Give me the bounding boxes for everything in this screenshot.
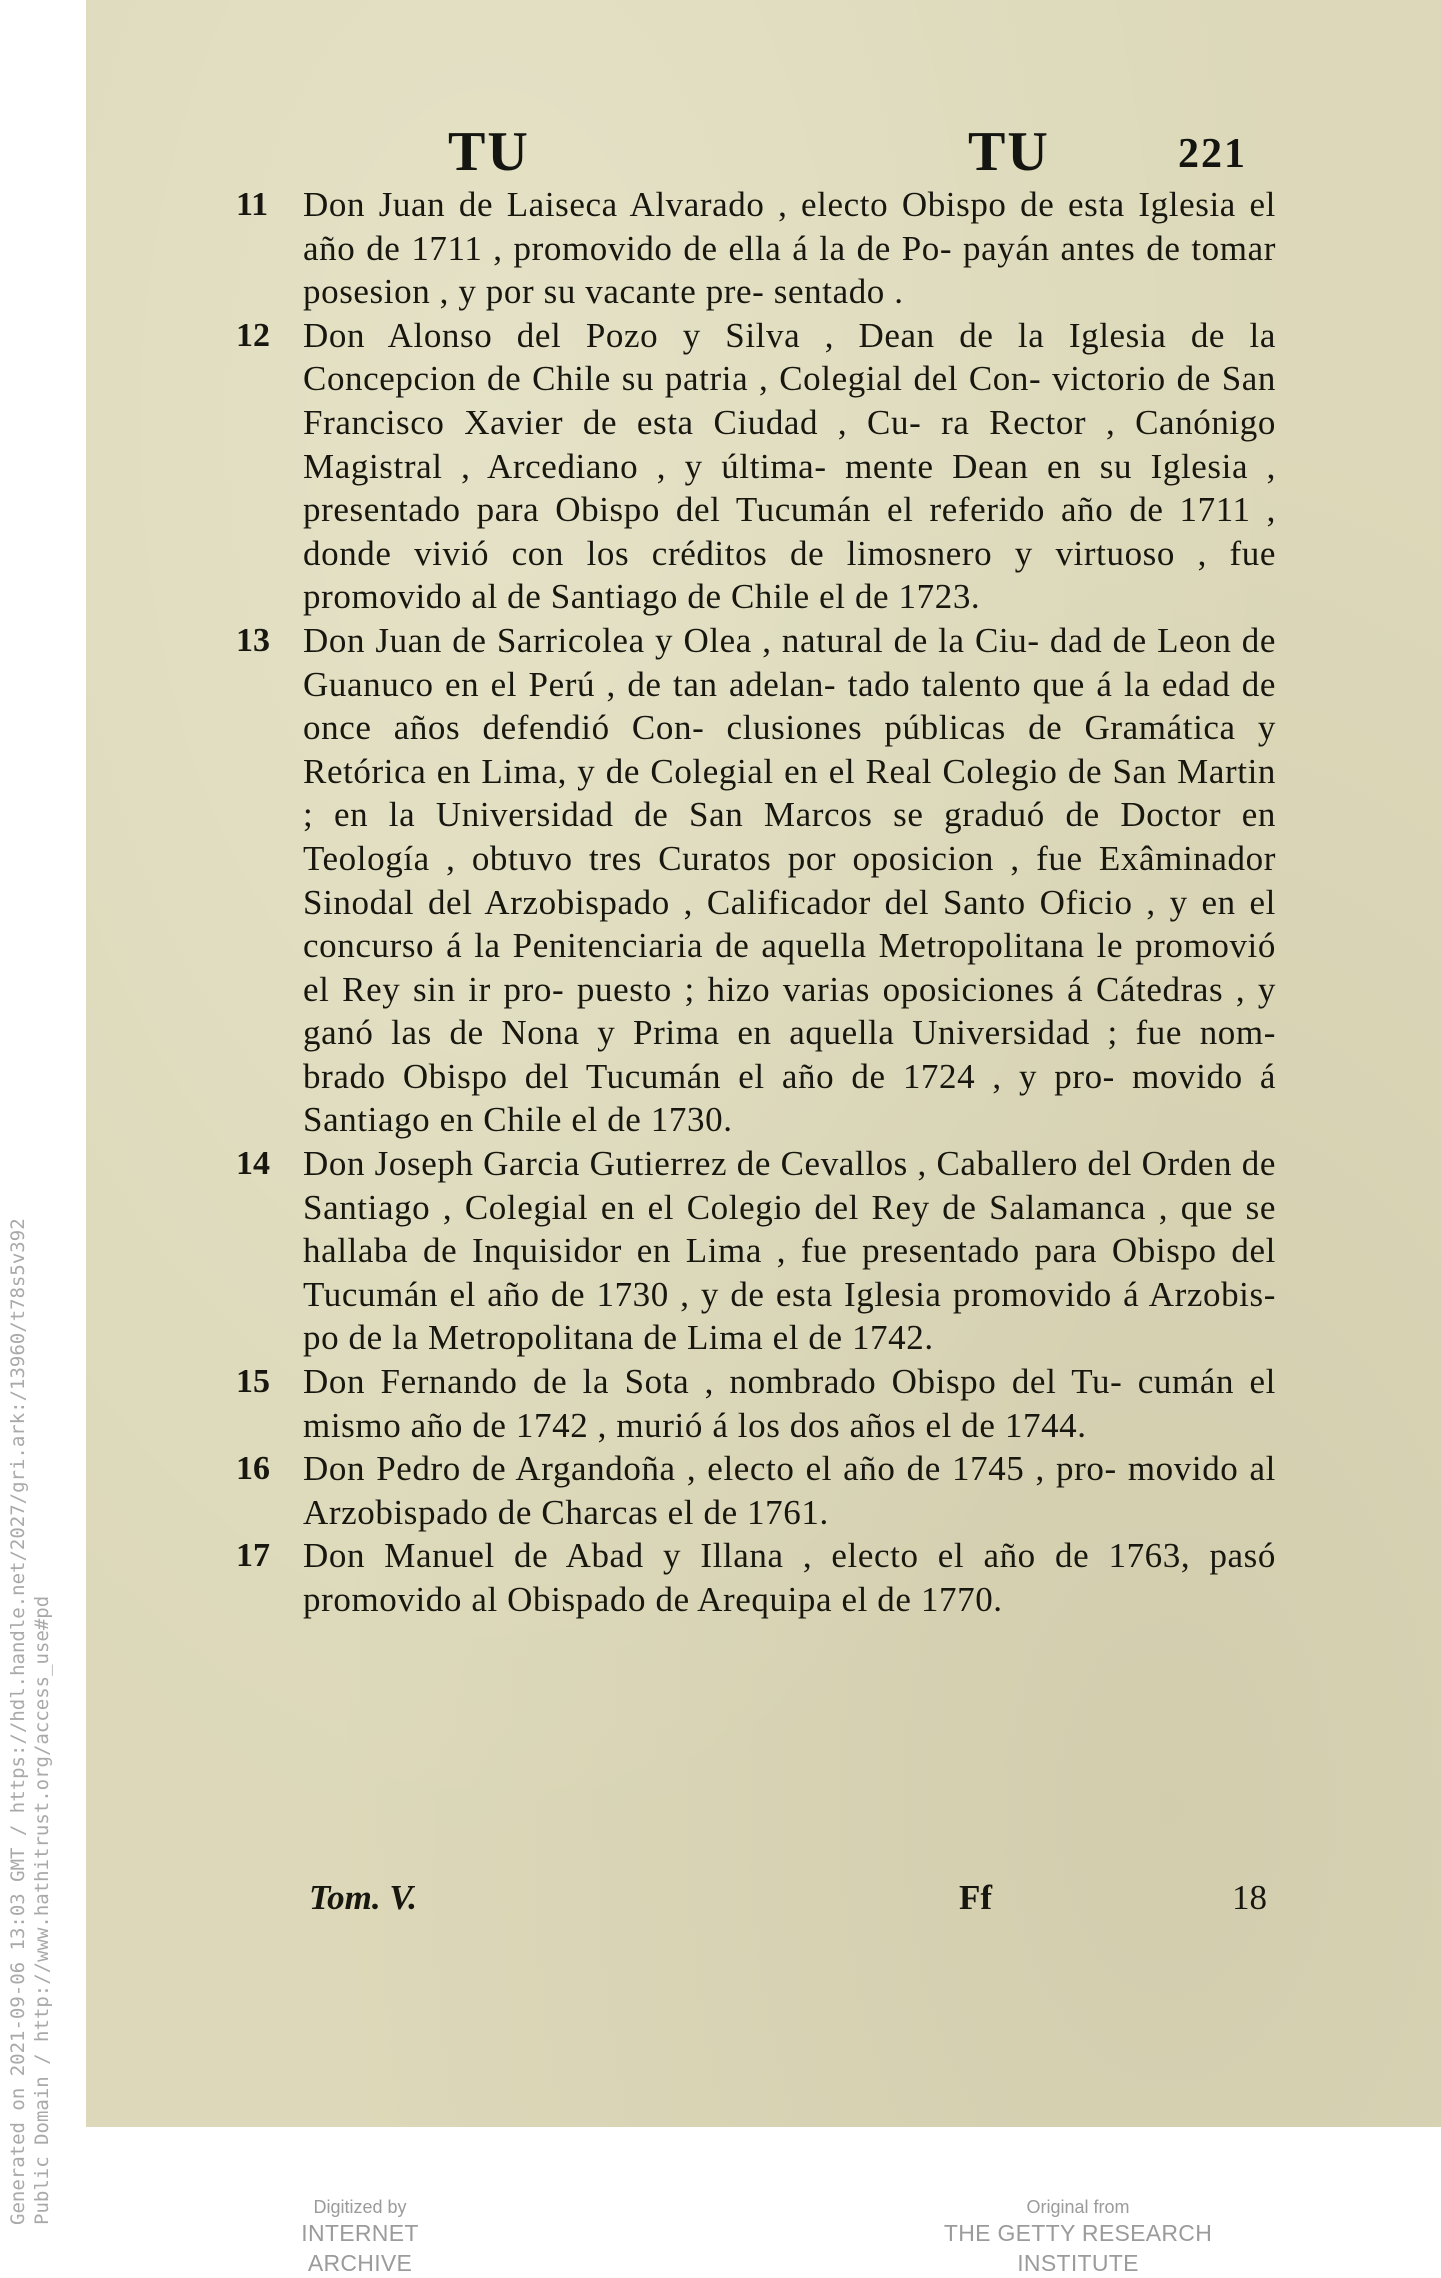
- header-left-title: TU: [448, 121, 530, 183]
- list-item: [236, 314, 1276, 619]
- entry-text: Don Fernando de la Sota , nombrado Obispo del Tu- cumán el mismo año de 1742 , murió á los dos años el de 1744.: [303, 1362, 1276, 1445]
- list-item: [236, 619, 1276, 1142]
- page-number: 221: [1178, 131, 1247, 177]
- list-item: [236, 1534, 1276, 1621]
- entry-number: 16: [236, 1450, 270, 1488]
- list-item: [236, 183, 1276, 314]
- digitized-by-credit: [250, 2196, 470, 2278]
- list-item: [236, 1360, 1276, 1447]
- entry-list: [236, 183, 1276, 1622]
- list-item: [236, 1447, 1276, 1534]
- volume-mark: Tom. V.: [309, 1878, 417, 1917]
- digitized-by-label: Digitized by: [313, 2197, 407, 2217]
- entry-text: Don Juan de Sarricolea y Olea , natural de la Ciu- dad de Leon de Guanuco en el Perú , de tan adelan- tado talento que á la edad de once años defendió Con- clusiones públicas de Gramática y Retórica en Lima, y de Colegial en el Real Colegio de San Martin ; en la Universidad de San Marcos se graduó de Doctor en Teología , obtuvo tres Curatos por oposicion , fue Exâminador Sinodal del Arzobispado , Calificador del Santo Oficio , y en el concurso á la Penitenciaria de aquella Metropolitana le promovió el Rey sin ir pro- puesto ; hizo varias oposiciones á Cátedras , y ganó las de Nona y Prima en aquella Universidad ; fue nom- brado Obispo del Tucumán el año de 1724 , y pro- movido á Santiago en Chile el de 1730.: [303, 620, 1276, 1140]
- entry-number: 15: [236, 1363, 270, 1401]
- entry-number: 11: [236, 186, 269, 223]
- generation-stamp-line2: Public Domain / http://www.hathitrust.org/access_use#pd: [31, 1595, 53, 2225]
- generation-stamp: [4, 1025, 64, 2225]
- source-institution: THE GETTY RESEARCH INSTITUTE: [943, 2220, 1213, 2276]
- entry-number: 12: [236, 316, 270, 354]
- header-right-title: TU: [968, 121, 1050, 183]
- entry-text: Don Manuel de Abad y Illana , electo el año de 1763, pasó promovido al Obispado de Arequipa el de 1770.: [303, 1536, 1276, 1619]
- running-header: [0, 120, 1441, 183]
- sheet-number: 18: [1232, 1878, 1267, 1917]
- footer: [0, 2196, 1441, 2276]
- entry-number: 14: [236, 1145, 270, 1183]
- original-from-label: Original from: [1026, 2197, 1130, 2217]
- entry-number: 13: [236, 621, 270, 659]
- entry-text: Don Juan de Laiseca Alvarado , electo Obispo de esta Iglesia el año de 1711 , promovido de ella á la de Po- payán antes de tomar posesion , y por su vacante pre- sentado .: [303, 185, 1276, 312]
- list-item: [236, 1142, 1276, 1360]
- digitizer-name: INTERNET ARCHIVE: [301, 2220, 419, 2276]
- entry-text: Don Joseph Garcia Gutierrez de Cevallos , Caballero del Orden de Santiago , Colegial en el Colegio del Rey de Salamanca , que se hallaba de Inquisidor en Lima , fue presentado para Obispo del Tucumán el año de 1730 , y de esta Iglesia promovido á Arzobis- po de la Metropolitana de Lima el de 1742.: [303, 1144, 1276, 1358]
- gathering-signature: Ff: [959, 1878, 993, 1917]
- signature-line: [303, 1878, 1273, 1924]
- entry-text: Don Alonso del Pozo y Silva , Dean de la Iglesia de la Concepcion de Chile su patria , Colegial del Con- victorio de San Francisco Xavier de esta Ciudad , Cu- ra Rector , Canónigo Magistral , Arcediano , y última- mente Dean en su Iglesia , presentado para Obispo del Tucumán el referido año de 1711 , donde vivió con los créditos de limosnero y virtuoso , fue promovido al de Santiago de Chile el de 1723.: [303, 315, 1276, 617]
- entry-number: 17: [236, 1537, 270, 1575]
- entry-text: Don Pedro de Argandoña , electo el año de 1745 , pro- movido al Arzobispado de Charcas el de 1761.: [303, 1449, 1276, 1532]
- generation-stamp-line1: Generated on 2021-09-06 13:03 GMT / https://hdl.handle.net/2027/gri.ark:/13960/t78s5v392: [7, 1218, 29, 2225]
- original-from-credit: [888, 2196, 1268, 2278]
